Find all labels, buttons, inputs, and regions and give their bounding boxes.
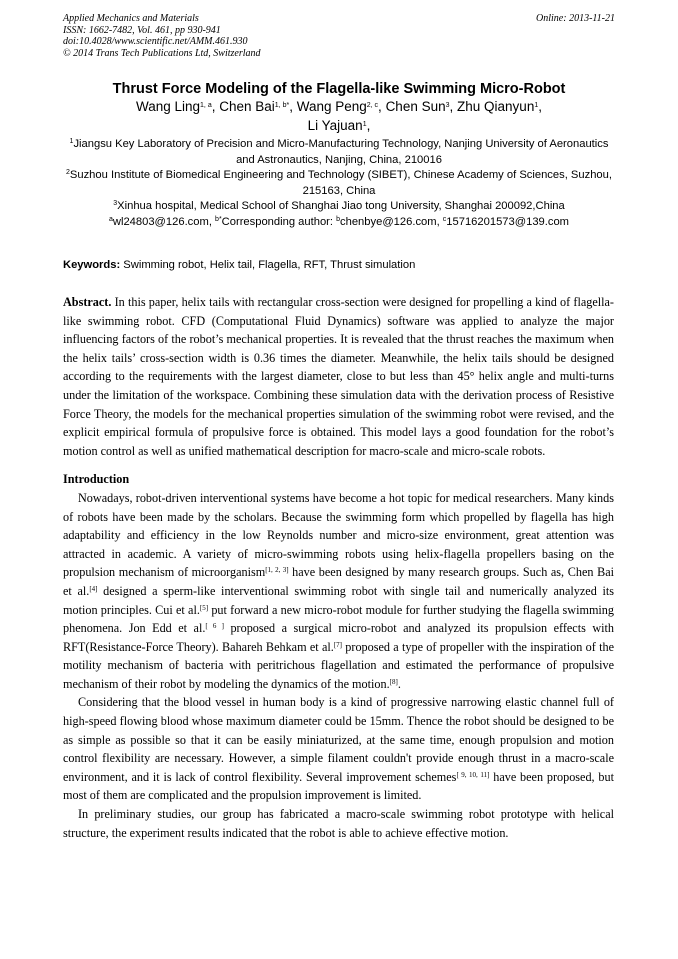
citation: [8] <box>389 677 398 686</box>
email-mark: c <box>442 215 447 223</box>
paragraph-text: have been proposed, but most of them are complicated and the propulsion improvement is limited. <box>63 769 614 803</box>
author <box>457 99 542 114</box>
citation: [5] <box>199 603 209 612</box>
journal-name: Applied Mechanics and Materials <box>63 13 199 24</box>
affil-text: Suzhou Institute of Biomedical Engineering and Technology (SIBET), Chinese Academy of Sciences, Suzhou, 215163, China <box>69 169 612 197</box>
affiliation-3 <box>63 199 615 215</box>
email-mark: b* <box>215 215 222 223</box>
author-separator: , <box>538 99 542 114</box>
email-mark: a <box>108 215 113 223</box>
journal-copyright: © 2014 Trans Tech Publications Ltd, Switzerland <box>63 47 261 59</box>
author-affil-mark: 1 <box>362 121 367 128</box>
keywords-label: Keywords: <box>63 259 121 271</box>
journal-issn: ISSN: 1662-7482, Vol. 461, pp 930-941 <box>63 24 221 36</box>
journal-doi: doi:10.4028/www.scientific.net/AMM.461.930 <box>63 36 248 47</box>
affil-text: Xinhua hospital, Medical School of Shanghai Jiao tong University, Shanghai 200092,China <box>117 200 565 212</box>
author-list <box>63 97 615 135</box>
citation: [1, 2, 3] <box>265 566 289 575</box>
author-separator: , <box>366 118 371 133</box>
journal-header <box>63 13 615 59</box>
author-separator: , <box>449 99 458 114</box>
abstract <box>63 293 614 460</box>
author <box>308 118 371 133</box>
email-line <box>63 215 615 231</box>
author <box>297 99 386 114</box>
paragraph-text: Nowadays, robot-driven interventional systems have become a hot topic for medical researchers. Many kinds of robots have been made by the scholars. Because the swimming form which propelled by flagella has high adaptability and efficiency in the low Reynolds number and micro-size environment, great attention was attracted in academic. A variety of micro-swimming robots using helix-flagella propellers basing on the propulsion mechanism of microorganism <box>63 490 614 580</box>
paragraph-text: proposed a type of propeller with the inspiration of the motility mechanism of bacteria with peritrichous flagellation and estimated the performance of propulsive mechanism of their robot by modeling the dynamics of the motion. <box>63 639 614 691</box>
author-affil-mark: 2, c <box>366 102 379 109</box>
author <box>136 99 219 114</box>
author-separator: , <box>378 99 386 114</box>
author-affil-mark: 1 <box>534 102 539 109</box>
paragraph-text: designed a sperm-like interventional swimming robot with single tail and numerically analyzed its motion principles. Cui et al. <box>63 583 615 617</box>
paragraph-text: have been designed by many research groups. Such as, Chen Bai et al. <box>63 565 614 598</box>
email-text: wl24803@126.com, <box>112 215 216 228</box>
affil-mark: 2 <box>66 169 70 176</box>
author-separator: , <box>289 99 297 114</box>
email-text: Corresponding author: <box>221 215 337 228</box>
author-name: Li Yajuan <box>307 118 363 133</box>
author <box>219 99 296 114</box>
affil-mark: 1 <box>69 138 74 145</box>
affil-mark: 3 <box>113 200 118 207</box>
author-name: Chen Sun <box>385 99 446 114</box>
author-affil-mark: 3 <box>445 102 450 109</box>
paragraph-text: proposed a surgical micro-robot and analyzed its propulsion effects with RFT(Resistance-Force Theory). Bahareh Behkam et al. <box>63 621 614 654</box>
affiliation-2 <box>63 168 615 199</box>
email-text: chenbye@126.com, <box>340 215 443 228</box>
online-date: Online: 2013-11-21 <box>536 13 615 24</box>
paragraph-text: . <box>397 676 401 691</box>
paragraph: In preliminary studies, our group has fabricated a macro-scale swimming robot prototype with helical structure, the experiment results indicated that the robot is able to achieve effective motion. <box>63 807 614 840</box>
section-heading: Introduction <box>63 472 130 487</box>
keywords-text: Swimming robot, Helix tail, Flagella, RFT, Thrust simulation <box>120 259 416 271</box>
affiliation-1 <box>63 137 615 168</box>
abstract-text: In this paper, helix tails with rectangular cross-section were designed for propelling a kind of flagella-like swimming robot. CFD (Computational Fluid Dynamics) software was applied to analyze the major influencing factors of the robot’s mechanical properties. It is revealed that the thrust reaches the maximum when the helix tails’ cross-section width is 0.36 times the diameter. Meanwhile, the helix tails should be designed according to the requirements with the largest diameter, close to but less than 45° helix angle and multi-turns under the limitation of the workspace. Combining these simulation data with the derivation process of Resistive Force Theory, the models for the mechanical properties simulation of the swimming robot were revised, and the explicit empirical formula of propulsive force is obtained. This model lays a good foundation for the robot’s motion control as well as unified mathematical description for macro-scale and micro-scale robots. <box>63 295 614 458</box>
affil-text: Jiangsu Key Laboratory of Precision and Micro-Manufacturing Technology, Nanjing University of Aeronautics and Astronautics, Nanjing, China, 210016 <box>73 138 609 166</box>
paragraph <box>63 693 614 805</box>
author-affil-mark: 1, a <box>200 102 212 109</box>
citation: [4] <box>89 584 98 593</box>
author-affil-mark: 1, b* <box>274 102 290 109</box>
paper-body <box>63 293 614 842</box>
author-separator: , <box>211 99 220 114</box>
paragraph <box>63 489 614 694</box>
keywords <box>63 258 615 273</box>
paper-title: Thrust Force Modeling of the Flagella-like Swimming Micro-Robot <box>112 81 566 97</box>
author <box>386 99 457 114</box>
author-name: Wang Peng <box>296 99 367 114</box>
email-text: 15716201573@139.com <box>446 215 570 228</box>
author-name: Wang Ling <box>135 99 201 114</box>
citation: [ 9, 10, 11] <box>456 770 490 779</box>
citation: [ 6 ] <box>205 622 224 631</box>
email-mark: b <box>336 215 341 223</box>
paragraph-text: Considering that the blood vessel in human body is a kind of progressive narrowing elastic channel full of high-speed flowing blood whose maximum diameter could be 15mm. Thence the robot should be designed to be as simple as possible so that it can be easily miniaturized, at the same time, enough propulsion and motion control flexibility are necessary. However, a simple filament couldn't provide enough thrust in a macro-scale environment, and it is lack of control flexibility. Several improvement schemes <box>63 695 614 784</box>
abstract-label: Abstract. <box>63 295 112 309</box>
affiliations <box>63 137 615 230</box>
author-name: Chen Bai <box>219 99 275 114</box>
citation: [7] <box>333 640 342 649</box>
author-name: Zhu Qianyun <box>457 99 535 114</box>
paragraph-text: put forward a new micro-robot module for further studying the flagella swimming phenomena. Jon Edd et al. <box>63 602 614 636</box>
